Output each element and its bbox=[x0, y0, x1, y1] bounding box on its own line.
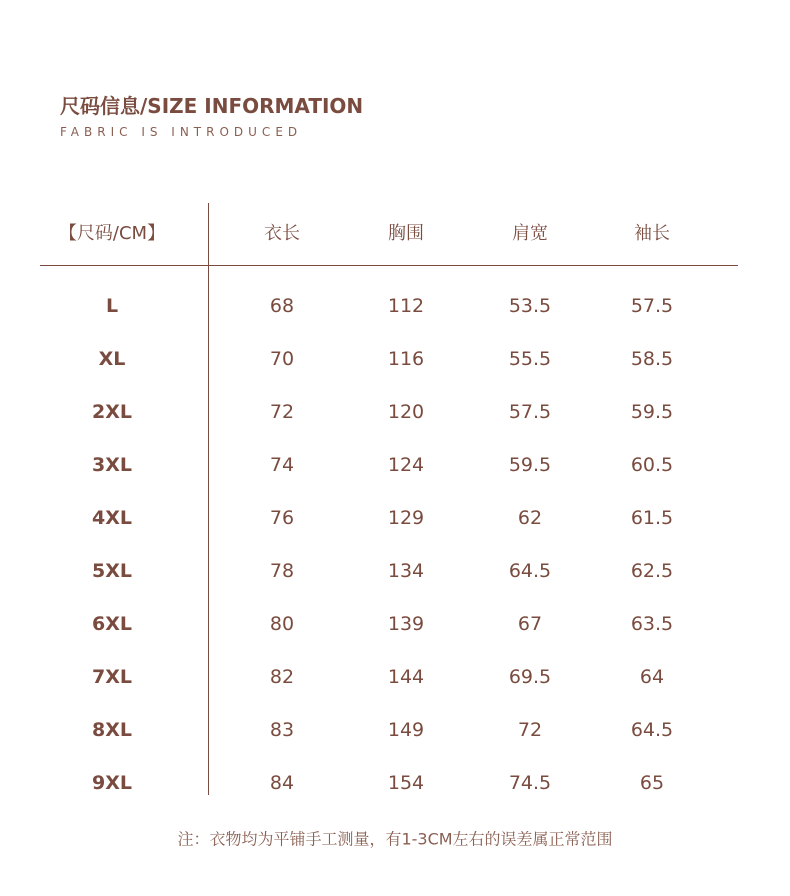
size-label: 5XL bbox=[92, 560, 132, 582]
table-cell: 65 bbox=[639, 772, 665, 794]
table-cell: 70 bbox=[269, 348, 295, 370]
table-cell: 120 bbox=[387, 401, 425, 423]
table-header-divider bbox=[40, 265, 738, 266]
table-cell: 55.5 bbox=[508, 348, 552, 370]
table-cell: 84 bbox=[269, 772, 295, 794]
table-cell: 64.5 bbox=[508, 560, 552, 582]
table-cell: 63.5 bbox=[630, 613, 674, 635]
size-label: L bbox=[105, 295, 119, 317]
table-cell: 57.5 bbox=[508, 401, 552, 423]
size-label: 6XL bbox=[92, 613, 132, 635]
table-cell: 76 bbox=[269, 507, 295, 529]
table-cell: 69.5 bbox=[508, 666, 552, 688]
table-cell: 72 bbox=[517, 719, 543, 741]
table-cell: 82 bbox=[269, 666, 295, 688]
table-cell: 62.5 bbox=[630, 560, 674, 582]
table-cell: 53.5 bbox=[508, 295, 552, 317]
table-cell: 124 bbox=[387, 454, 425, 476]
column-header: 胸围 bbox=[388, 223, 424, 244]
table-cell: 139 bbox=[387, 613, 425, 635]
table-cell: 83 bbox=[269, 719, 295, 741]
table-cell: 72 bbox=[269, 401, 295, 423]
table-cell: 59.5 bbox=[630, 401, 674, 423]
table-cell: 116 bbox=[387, 348, 425, 370]
size-label: 9XL bbox=[92, 772, 132, 794]
table-cell: 62 bbox=[517, 507, 543, 529]
table-cell: 60.5 bbox=[630, 454, 674, 476]
table-cell: 74 bbox=[269, 454, 295, 476]
table-cell: 64 bbox=[639, 666, 665, 688]
table-cell: 78 bbox=[269, 560, 295, 582]
table-cell: 80 bbox=[269, 613, 295, 635]
column-header: 衣长 bbox=[264, 223, 300, 244]
size-label: 8XL bbox=[92, 719, 132, 741]
column-header: 肩宽 bbox=[512, 223, 548, 244]
size-label: 2XL bbox=[92, 401, 132, 423]
table-cell: 61.5 bbox=[630, 507, 674, 529]
table-cell: 154 bbox=[387, 772, 425, 794]
table-corner-label: 【尺码/CM】 bbox=[58, 223, 166, 244]
table-cell: 144 bbox=[387, 666, 425, 688]
table-cell: 57.5 bbox=[630, 295, 674, 317]
size-label: 3XL bbox=[92, 454, 132, 476]
table-cell: 149 bbox=[387, 719, 425, 741]
size-label: 7XL bbox=[92, 666, 132, 688]
table-cell: 68 bbox=[269, 295, 295, 317]
table-cell: 129 bbox=[387, 507, 425, 529]
table-cell: 59.5 bbox=[508, 454, 552, 476]
table-cell: 64.5 bbox=[630, 719, 674, 741]
table-vertical-divider bbox=[208, 203, 209, 795]
table-cell: 67 bbox=[517, 613, 543, 635]
table-cell: 58.5 bbox=[630, 348, 674, 370]
column-header: 袖长 bbox=[634, 223, 670, 244]
table-cell: 74.5 bbox=[508, 772, 552, 794]
page-subtitle: FABRIC IS INTRODUCED bbox=[60, 125, 303, 139]
table-cell: 134 bbox=[387, 560, 425, 582]
table-cell: 112 bbox=[387, 295, 425, 317]
page-title: 尺码信息/SIZE INFORMATION bbox=[60, 94, 364, 118]
footer-note: 注：衣物均为平铺手工测量，有1-3CM左右的误差属正常范围 bbox=[177, 829, 613, 849]
size-label: XL bbox=[98, 348, 126, 370]
size-label: 4XL bbox=[92, 507, 132, 529]
